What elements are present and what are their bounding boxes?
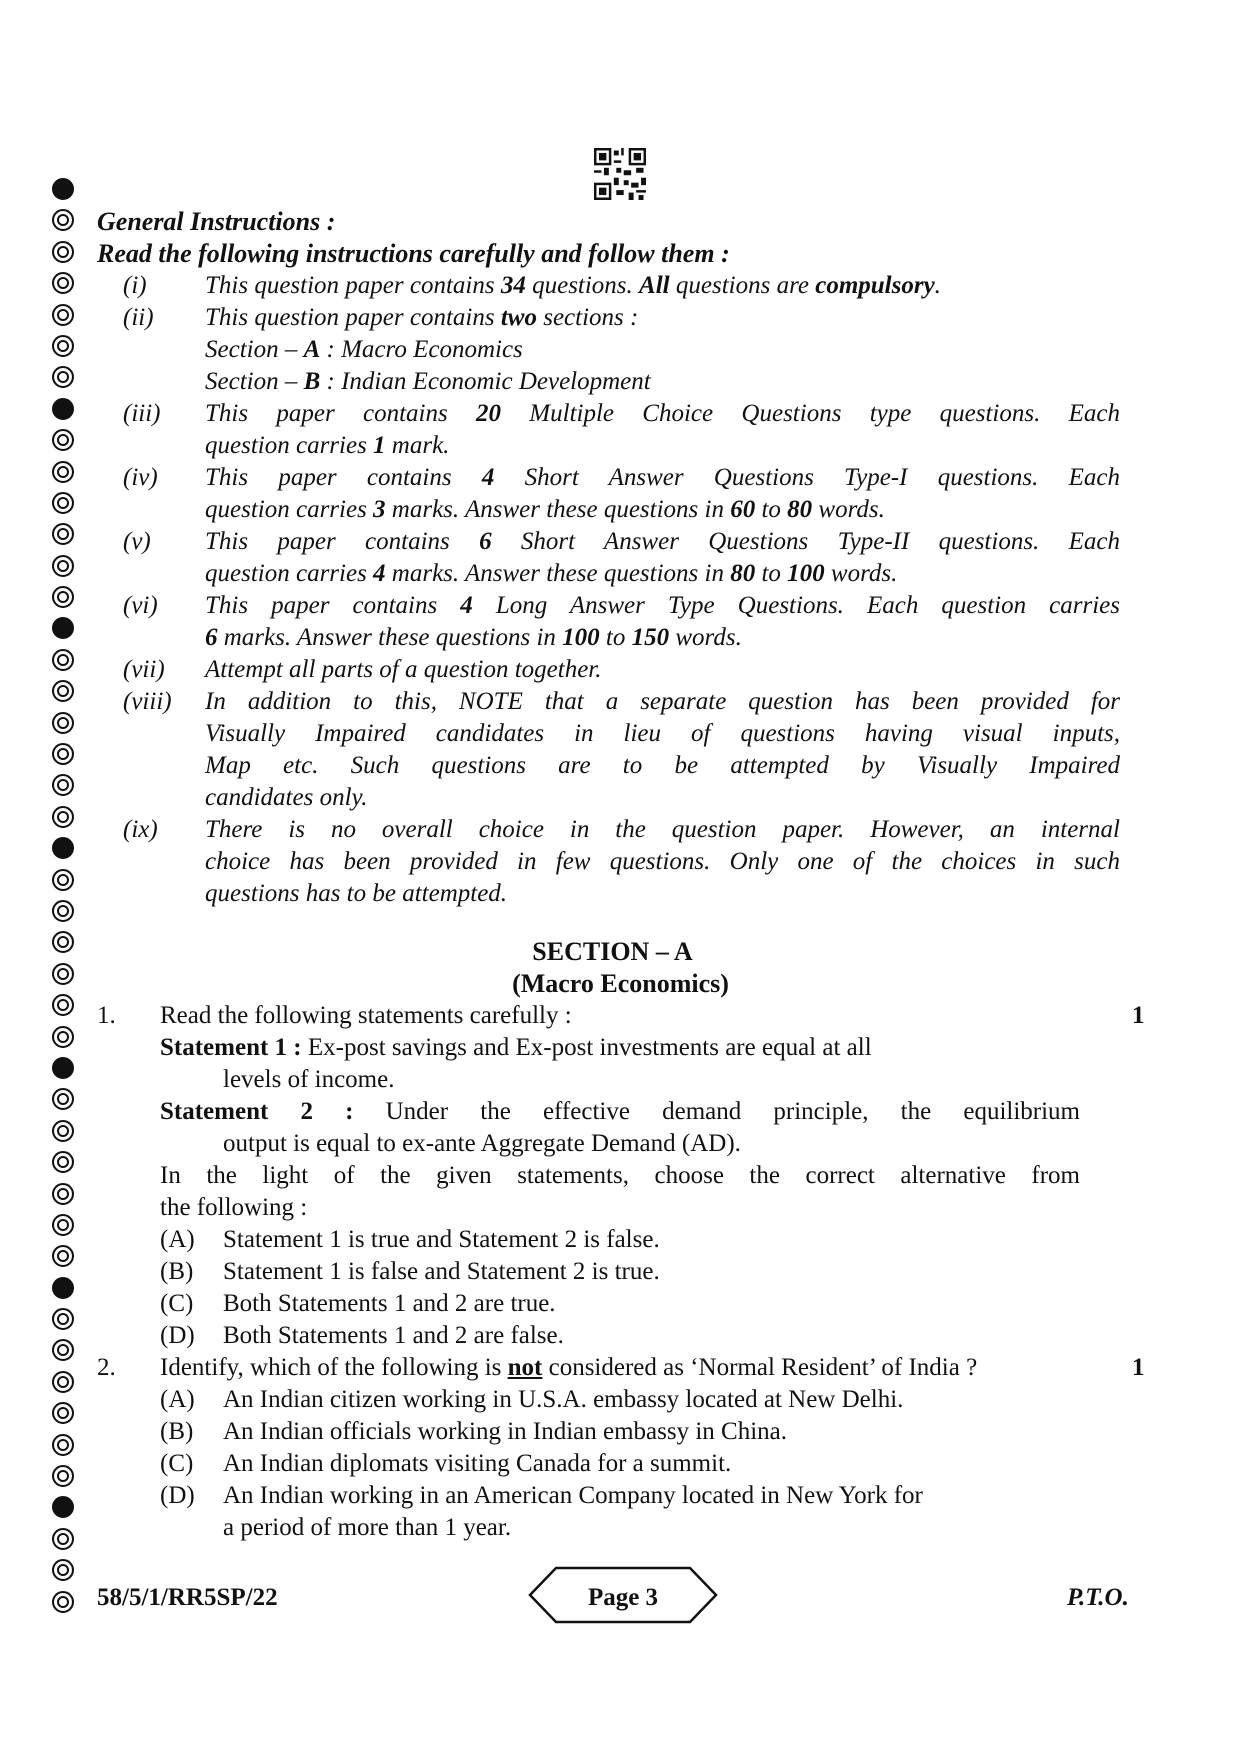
margin-ring-icon [52, 1434, 74, 1456]
option-text: Both Statements 1 and 2 are true. [223, 1290, 556, 1317]
option-label: (D) [160, 1322, 195, 1349]
statement-2 [160, 1096, 1080, 1128]
page-number: Page 3 [587, 1584, 659, 1611]
margin-ring-icon [52, 272, 74, 294]
instruction-text: This question paper contains 34 questions. All questions are compulsory. [205, 272, 941, 299]
margin-dot-icon [52, 178, 74, 200]
statement-1-label: Statement 1 : [160, 1034, 302, 1061]
pto-label: P.T.O. [1067, 1584, 1129, 1611]
margin-dot-icon [52, 398, 74, 420]
margin-ring-icon [52, 869, 74, 891]
margin-ring-icon [52, 1591, 74, 1613]
statement-2-label: Statement 2 : [160, 1098, 354, 1125]
instruction-text: Section – B : Indian Economic Development [205, 368, 651, 395]
margin-ring-icon [52, 492, 74, 514]
instruction-text: In addition to this, NOTE that a separate question has been provided for [205, 688, 1120, 715]
question-number: 1. [97, 1002, 116, 1029]
margin-ring-icon [52, 712, 74, 734]
margin-ring-icon [52, 1026, 74, 1048]
option-label: (B) [160, 1258, 194, 1285]
margin-dot-icon [52, 837, 74, 859]
statement-1-text: Ex-post savings and Ex-post investments are equal at all [307, 1034, 872, 1061]
margin-ring-icon [52, 1120, 74, 1142]
margin-ring-icon [52, 1559, 74, 1581]
margin-ring-icon [52, 304, 74, 326]
question-marks: 1 [1132, 1002, 1145, 1029]
option-label: (C) [160, 1290, 194, 1317]
instruction-number: (iv) [123, 464, 158, 491]
margin-ring-icon [52, 1308, 74, 1330]
question-number: 2. [97, 1354, 116, 1381]
margin-ring-icon [52, 1245, 74, 1267]
margin-marker-column [52, 178, 78, 1622]
instruction-text: Attempt all parts of a question together. [205, 656, 602, 683]
option-label: (A) [160, 1226, 195, 1253]
margin-ring-icon [52, 900, 74, 922]
margin-ring-icon [52, 1088, 74, 1110]
margin-ring-icon [52, 1528, 74, 1550]
margin-ring-icon [52, 1183, 74, 1205]
margin-ring-icon [52, 774, 74, 796]
margin-ring-icon [52, 743, 74, 765]
option-text: Statement 1 is true and Statement 2 is false. [223, 1226, 660, 1253]
option-label: (C) [160, 1450, 194, 1477]
option-text: An Indian citizen working in U.S.A. embassy located at New Delhi. [223, 1386, 904, 1413]
instruction-text: candidates only. [205, 784, 368, 811]
statement-2-continued: output is equal to ex-ante Aggregate Demand (AD). [223, 1130, 741, 1157]
margin-ring-icon [52, 335, 74, 357]
option-label: (A) [160, 1386, 195, 1413]
instruction-number: (ix) [123, 816, 158, 843]
option-label: (B) [160, 1418, 194, 1445]
instruction-number: (ii) [123, 304, 154, 331]
read-instructions-heading: Read the following instructions carefully and follow them : [97, 239, 730, 268]
option-text: An Indian officials working in Indian embassy in China. [223, 1418, 788, 1445]
margin-ring-icon [52, 366, 74, 388]
margin-ring-icon [52, 523, 74, 545]
instruction-number: (iii) [123, 400, 161, 427]
question-stem [160, 1352, 977, 1384]
instruction-text: There is no overall choice in the question paper. However, an internal [205, 816, 1120, 843]
instruction-text: Section – A : Macro Economics [205, 336, 523, 363]
instruction-number: (viii) [123, 688, 172, 715]
instruction-text: 6 marks. Answer these questions in 100 to 150 words. [205, 624, 742, 651]
instruction-text: This paper contains 4 Long Answer Type Questions. Each question carries [205, 592, 1120, 619]
margin-ring-icon [52, 1371, 74, 1393]
option-text: Both Statements 1 and 2 are false. [223, 1322, 564, 1349]
margin-ring-icon [52, 586, 74, 608]
stem-part-2: considered as ‘Normal Resident’ of India ? [542, 1354, 978, 1381]
instruction-text: Visually Impaired candidates in lieu of questions having visual inputs, [205, 720, 1120, 747]
instruction-text: question carries 3 marks. Answer these questions in 60 to 80 words. [205, 496, 885, 523]
margin-ring-icon [52, 555, 74, 577]
instruction-number: (vii) [123, 656, 165, 683]
instruction-text: This question paper contains two sections : [205, 304, 639, 331]
section-title: SECTION – A [532, 937, 693, 966]
statement-1-continued: levels of income. [223, 1066, 395, 1093]
question-stem: Read the following statements carefully : [160, 1002, 572, 1029]
instruction-number: (i) [123, 272, 147, 299]
qr-code [594, 148, 646, 200]
instruction-number: (vi) [123, 592, 158, 619]
margin-dot-icon [52, 1277, 74, 1299]
statement-2-text: Under the effective demand principle, the equilibrium [385, 1098, 1081, 1125]
statement-1 [160, 1032, 872, 1064]
instruction-text: questions has to be attempted. [205, 880, 508, 907]
question-marks: 1 [1132, 1354, 1145, 1381]
margin-ring-icon [52, 209, 74, 231]
stem-part-1: Identify, which of the following is [160, 1354, 508, 1381]
margin-ring-icon [52, 1151, 74, 1173]
margin-ring-icon [52, 461, 74, 483]
instruction-text: question carries 1 mark. [205, 432, 450, 459]
option-text: An Indian working in an American Company located in New York for [223, 1482, 923, 1509]
instruction-text: choice has been provided in few questions. Only one of the choices in such [205, 848, 1120, 875]
option-d-continued: a period of more than 1 year. [223, 1514, 512, 1541]
stem-emphasis-not: not [507, 1354, 543, 1381]
margin-ring-icon [52, 1465, 74, 1487]
margin-ring-icon [52, 1339, 74, 1361]
option-label: (D) [160, 1482, 195, 1509]
margin-ring-icon [52, 1214, 74, 1236]
section-subtitle: (Macro Economics) [512, 969, 729, 998]
general-instructions-heading: General Instructions : [97, 207, 336, 236]
option-text: Statement 1 is false and Statement 2 is true. [223, 1258, 660, 1285]
margin-ring-icon [52, 649, 74, 671]
margin-ring-icon [52, 1402, 74, 1424]
margin-dot-icon [52, 1496, 74, 1518]
margin-ring-icon [52, 241, 74, 263]
instruction-text: Map etc. Such questions are to be attempted by Visually Impaired [205, 752, 1120, 779]
margin-ring-icon [52, 429, 74, 451]
paper-code: 58/5/1/RR5SP/22 [97, 1584, 278, 1611]
question-lead-continued: the following : [160, 1194, 308, 1221]
margin-ring-icon [52, 680, 74, 702]
instruction-text: question carries 4 marks. Answer these questions in 80 to 100 words. [205, 560, 898, 587]
instruction-text: This paper contains 20 Multiple Choice Questions type questions. Each [205, 400, 1121, 427]
question-lead: In the light of the given statements, choose the correct alternative from [160, 1162, 1080, 1189]
instruction-number: (v) [123, 528, 151, 555]
option-text: An Indian diplomats visiting Canada for a summit. [223, 1450, 732, 1477]
margin-dot-icon [52, 617, 74, 639]
margin-ring-icon [52, 806, 74, 828]
instruction-text: This paper contains 4 Short Answer Questions Type-I questions. Each [205, 464, 1120, 491]
instruction-text: This paper contains 6 Short Answer Questions Type-II questions. Each [205, 528, 1120, 555]
margin-dot-icon [52, 1057, 74, 1079]
